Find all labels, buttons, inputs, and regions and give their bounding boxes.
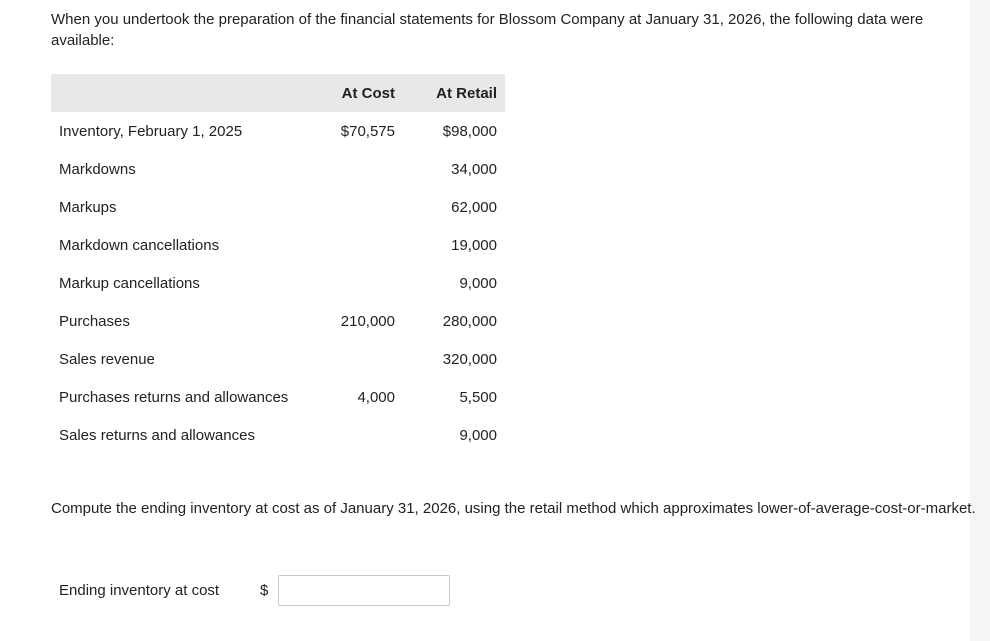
row-label: Purchases (59, 312, 130, 330)
row-retail: $98,000 (442, 122, 497, 140)
row-retail: 280,000 (442, 312, 497, 330)
row-label: Purchases returns and allowances (59, 388, 289, 406)
row-cost (319, 416, 395, 454)
header-blank (51, 74, 319, 112)
row-cost (319, 264, 395, 302)
header-at-cost: At Cost (319, 74, 395, 112)
table-row (51, 378, 505, 416)
row-retail: 19,000 (451, 236, 497, 254)
table-row (51, 150, 505, 188)
table-row (51, 416, 505, 454)
table-header-row (51, 74, 505, 112)
row-retail: 62,000 (451, 198, 497, 216)
scroll-gutter (970, 0, 990, 641)
row-retail: 9,000 (459, 426, 497, 444)
table-row (51, 264, 505, 302)
row-retail: 34,000 (451, 160, 497, 178)
row-cost (319, 340, 395, 378)
answer-row (59, 575, 450, 606)
row-cost: $70,575 (340, 122, 395, 140)
currency-symbol: $ (260, 582, 269, 599)
inventory-data-table (51, 74, 505, 454)
intro-text: When you undertook the preparation of the financial statements for Blossom Company at January 31, 2026, the following data were available: (51, 11, 924, 49)
row-retail: 320,000 (442, 350, 497, 368)
row-label: Inventory, February 1, 2025 (59, 122, 243, 140)
header-at-retail: At Retail (395, 74, 505, 112)
row-label: Markdown cancellations (59, 236, 220, 254)
row-cost (319, 150, 395, 188)
table-row (51, 302, 505, 340)
table-row (51, 112, 505, 150)
row-retail: 9,000 (459, 274, 497, 292)
row-cost (319, 188, 395, 226)
row-label: Markup cancellations (59, 274, 200, 292)
row-cost: 4,000 (357, 388, 395, 406)
row-retail: 5,500 (459, 388, 497, 406)
row-label: Markdowns (59, 160, 136, 178)
row-label: Sales revenue (59, 350, 155, 368)
table-row (51, 340, 505, 378)
row-label: Markups (59, 198, 117, 216)
row-cost (319, 226, 395, 264)
row-cost: 210,000 (340, 312, 395, 330)
table-row (51, 188, 505, 226)
table-row (51, 226, 505, 264)
ending-inventory-input[interactable] (278, 575, 450, 606)
question-prompt: Compute the ending inventory at cost as of January 31, 2026, using the retail method which approximates lower-of-average-cost-or-market. (51, 500, 976, 517)
answer-label: Ending inventory at cost (59, 582, 220, 599)
row-label: Sales returns and allowances (59, 426, 255, 444)
